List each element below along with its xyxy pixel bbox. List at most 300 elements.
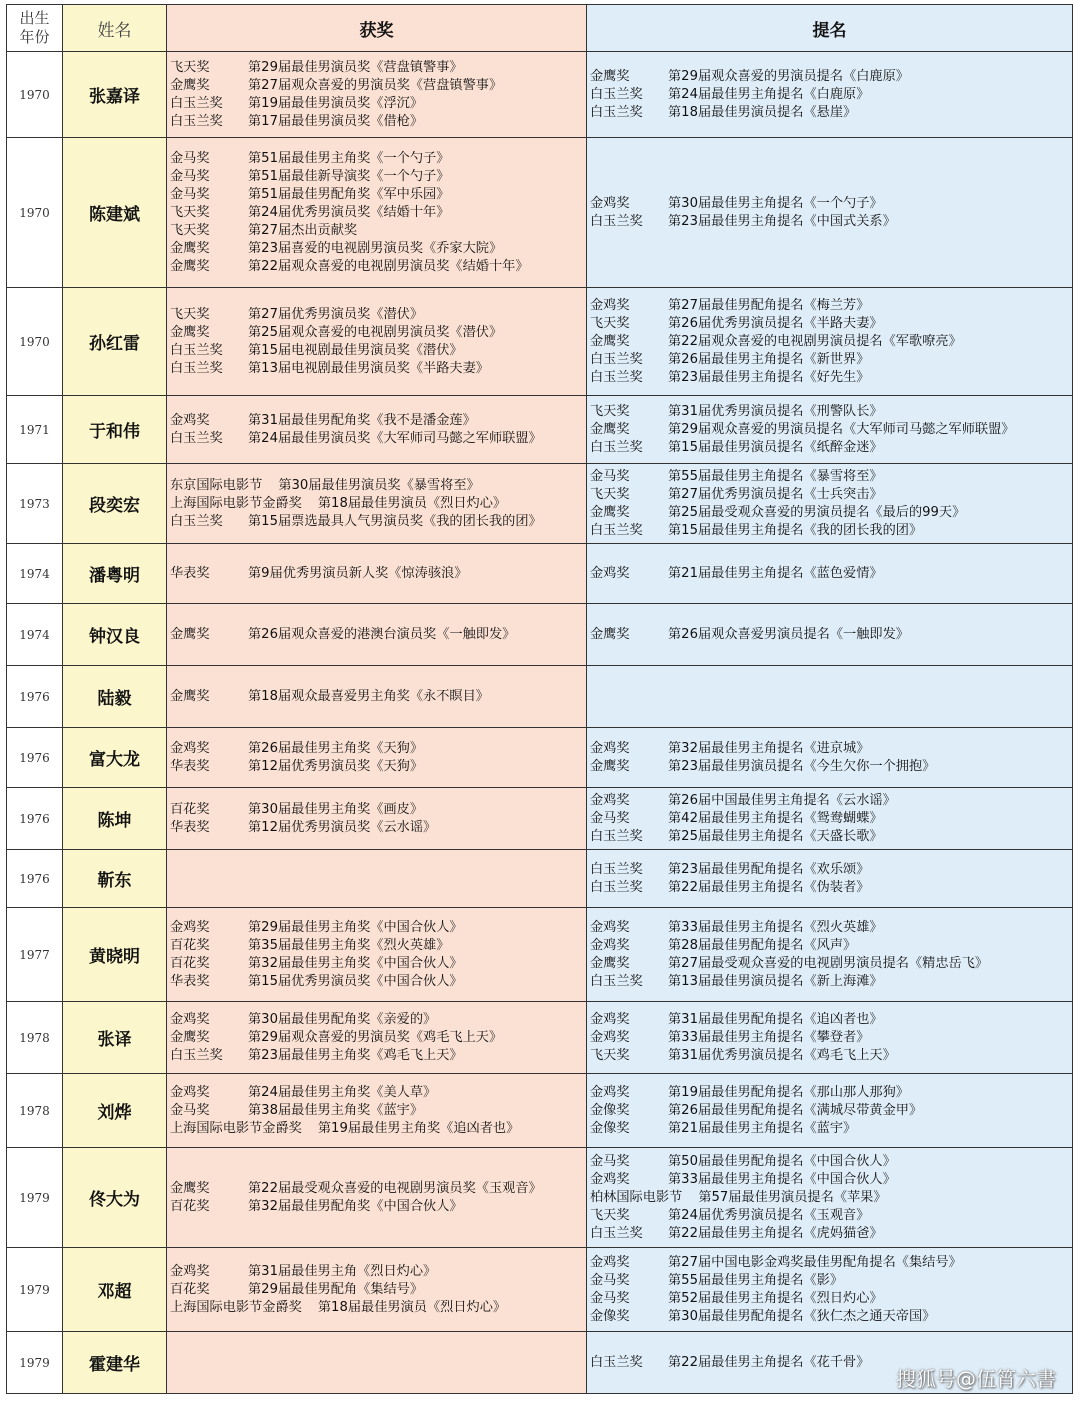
nomination-entry xyxy=(590,810,1069,828)
nomination-entry xyxy=(590,403,1069,421)
award-title: 第35届最佳男主角奖《烈火英雄》 xyxy=(248,937,450,953)
award-organization: 白玉兰奖 xyxy=(590,828,643,844)
award-organization: 白玉兰奖 xyxy=(170,360,223,376)
award-title: 第25届观众喜爱的电视剧男演员奖《潜伏》 xyxy=(248,324,503,340)
award-title: 第22届最受观众喜爱的电视剧男演员奖《玉观音》 xyxy=(248,1180,542,1196)
nomination-entry xyxy=(590,486,1069,504)
award-entry xyxy=(170,1263,583,1281)
award-organization: 金马奖 xyxy=(590,1153,630,1169)
table-row xyxy=(7,396,1073,464)
award-organization: 金马奖 xyxy=(170,1102,210,1118)
award-entry xyxy=(170,59,583,77)
nomination-entry xyxy=(590,1254,1069,1272)
nomination-entry xyxy=(590,792,1069,810)
nomination-entry xyxy=(590,565,1069,583)
nomination-entry xyxy=(590,522,1069,540)
award-organization: 百花奖 xyxy=(170,955,210,971)
award-title: 第55届最佳男主角提名《暴雪将至》 xyxy=(668,468,883,484)
award-entry xyxy=(170,495,583,513)
birth-year: 1974 xyxy=(7,544,63,604)
award-title: 第24届优秀男演员提名《玉观音》 xyxy=(668,1207,870,1223)
nomination-entry xyxy=(590,1207,1069,1225)
birth-year: 1976 xyxy=(7,666,63,728)
award-title: 第30届最佳男主角提名《一个勺子》 xyxy=(668,195,883,211)
award-title: 第27届中国电影金鸡奖最佳男配角提名《集结号》 xyxy=(668,1254,962,1270)
award-title: 第29届最佳男演员奖《营盘镇警事》 xyxy=(248,59,463,75)
award-entry xyxy=(170,1011,583,1029)
header-nominated: 提名 xyxy=(587,5,1073,52)
award-entry xyxy=(170,937,583,955)
nomination-entry xyxy=(590,626,1069,644)
award-title: 第23届最佳男主角奖《鸡毛飞上天》 xyxy=(248,1047,463,1063)
award-title: 第21届最佳男主角提名《蓝色爱情》 xyxy=(668,565,883,581)
won-cell xyxy=(167,288,587,396)
award-organization: 金鸡奖 xyxy=(590,792,630,808)
nomination-entry xyxy=(590,1153,1069,1171)
birth-year: 1978 xyxy=(7,1074,63,1148)
won-cell xyxy=(167,850,587,908)
header-row xyxy=(7,5,1073,52)
award-title: 第26届最佳男主角奖《天狗》 xyxy=(248,740,424,756)
table-row xyxy=(7,604,1073,666)
header-year xyxy=(7,5,63,52)
nomination-entry xyxy=(590,955,1069,973)
award-entry xyxy=(170,186,583,204)
award-organization: 金马奖 xyxy=(590,1290,630,1306)
nominated-cell xyxy=(587,1148,1073,1248)
award-title: 第52届最佳男主角提名《烈日灼心》 xyxy=(668,1290,883,1306)
actor-name: 邓超 xyxy=(63,1248,167,1332)
award-entry xyxy=(170,688,583,706)
award-title: 第26届最佳男主角提名《新世界》 xyxy=(668,351,870,367)
award-title: 第25届最佳男主角提名《天盛长歌》 xyxy=(668,828,883,844)
award-organization: 柏林国际电影节 xyxy=(590,1189,683,1205)
birth-year: 1976 xyxy=(7,850,63,908)
award-entry xyxy=(170,222,583,240)
award-organization: 金马奖 xyxy=(590,810,630,826)
actor-name: 靳东 xyxy=(63,850,167,908)
award-entry xyxy=(170,626,583,644)
award-entry xyxy=(170,919,583,937)
award-title: 第31届优秀男演员提名《鸡毛飞上天》 xyxy=(668,1047,896,1063)
nomination-entry xyxy=(590,879,1069,897)
award-title: 第51届最佳男配角奖《军中乐园》 xyxy=(248,186,450,202)
nomination-entry xyxy=(590,919,1069,937)
award-organization: 金鸡奖 xyxy=(170,919,210,935)
award-organization: 金鸡奖 xyxy=(590,919,630,935)
award-organization: 飞天奖 xyxy=(590,486,630,502)
award-entry xyxy=(170,324,583,342)
award-title: 第26届优秀男演员提名《半路夫妻》 xyxy=(668,315,883,331)
award-title: 第19届最佳男配角提名《那山那人那狗》 xyxy=(668,1084,909,1100)
award-title: 第27届优秀男演员奖《潜伏》 xyxy=(248,306,424,322)
nomination-entry xyxy=(590,1047,1069,1065)
award-entry xyxy=(170,1047,583,1065)
award-organization: 白玉兰奖 xyxy=(170,342,223,358)
award-organization: 白玉兰奖 xyxy=(590,104,643,120)
won-cell xyxy=(167,464,587,544)
award-organization: 白玉兰奖 xyxy=(590,439,643,455)
award-title: 第21届最佳男主角提名《蓝宇》 xyxy=(668,1120,857,1136)
award-title: 第27届观众喜爱的男演员奖《营盘镇警事》 xyxy=(248,77,503,93)
award-organization: 百花奖 xyxy=(170,937,210,953)
actor-name: 刘烨 xyxy=(63,1074,167,1148)
won-cell xyxy=(167,1332,587,1394)
award-entry xyxy=(170,412,583,430)
award-organization: 金鹰奖 xyxy=(590,68,630,84)
award-title: 第15届优秀男演员奖《中国合伙人》 xyxy=(248,973,463,989)
table-row xyxy=(7,788,1073,850)
award-title: 第22届观众喜爱的电视剧男演员奖《结婚十年》 xyxy=(248,258,529,274)
award-title: 第18届观众最喜爱男主角奖《永不瞑目》 xyxy=(248,688,489,704)
nominated-cell xyxy=(587,1074,1073,1148)
nomination-entry xyxy=(590,195,1069,213)
award-title: 第28届最佳男配角提名《风声》 xyxy=(668,937,857,953)
award-organization: 金鸡奖 xyxy=(170,1263,210,1279)
actor-name: 张嘉译 xyxy=(63,52,167,138)
header-name: 姓名 xyxy=(63,5,167,52)
award-title: 第32届最佳男配角奖《中国合伙人》 xyxy=(248,1198,463,1214)
award-organization: 金鹰奖 xyxy=(590,421,630,437)
nominated-cell xyxy=(587,604,1073,666)
award-organization: 上海国际电影节金爵奖 xyxy=(170,495,302,511)
award-organization: 飞天奖 xyxy=(590,315,630,331)
award-organization: 金马奖 xyxy=(170,168,210,184)
award-title: 第19届最佳男演员奖《浮沉》 xyxy=(248,95,424,111)
award-entry xyxy=(170,360,583,378)
award-title: 第42届最佳男主角提名《鸳鸯蝴蝶》 xyxy=(668,810,883,826)
nomination-entry xyxy=(590,333,1069,351)
nomination-entry xyxy=(590,973,1069,991)
award-entry xyxy=(170,758,583,776)
award-organization: 白玉兰奖 xyxy=(590,879,643,895)
nomination-entry xyxy=(590,439,1069,457)
award-organization: 飞天奖 xyxy=(590,403,630,419)
award-organization: 金鹰奖 xyxy=(170,1180,210,1196)
table-row xyxy=(7,288,1073,396)
award-organization: 金鹰奖 xyxy=(590,758,630,774)
award-title: 第24届最佳男主角提名《白鹿原》 xyxy=(668,86,870,102)
award-entry xyxy=(170,565,583,583)
birth-year: 1978 xyxy=(7,1002,63,1074)
won-cell xyxy=(167,604,587,666)
award-entry xyxy=(170,95,583,113)
table-row xyxy=(7,464,1073,544)
award-entry xyxy=(170,240,583,258)
award-organization: 白玉兰奖 xyxy=(590,351,643,367)
nomination-entry xyxy=(590,1308,1069,1326)
award-organization: 华表奖 xyxy=(170,819,210,835)
table-row xyxy=(7,666,1073,728)
award-title: 第29届观众喜爱的男演员奖《鸡毛飞上天》 xyxy=(248,1029,503,1045)
birth-year: 1971 xyxy=(7,396,63,464)
award-entry xyxy=(170,819,583,837)
award-entry xyxy=(170,1299,583,1317)
award-title: 第33届最佳男主角提名《中国合伙人》 xyxy=(668,1171,896,1187)
nominated-cell xyxy=(587,464,1073,544)
award-organization: 金鹰奖 xyxy=(590,626,630,642)
nomination-entry xyxy=(590,297,1069,315)
actor-name: 陆毅 xyxy=(63,666,167,728)
award-organization: 华表奖 xyxy=(170,973,210,989)
nomination-entry xyxy=(590,315,1069,333)
award-organization: 金鸡奖 xyxy=(590,1171,630,1187)
award-organization: 金鹰奖 xyxy=(170,240,210,256)
award-title: 第30届最佳男配角奖《亲爱的》 xyxy=(248,1011,437,1027)
nomination-entry xyxy=(590,104,1069,122)
award-organization: 金鹰奖 xyxy=(170,258,210,274)
award-title: 第18届最佳男演员提名《悬崖》 xyxy=(668,104,857,120)
award-organization: 华表奖 xyxy=(170,758,210,774)
won-cell xyxy=(167,1148,587,1248)
award-title: 第27届优秀男演员提名《士兵突击》 xyxy=(668,486,883,502)
won-cell xyxy=(167,1002,587,1074)
nomination-entry xyxy=(590,937,1069,955)
table-row xyxy=(7,1002,1073,1074)
award-organization: 金鸡奖 xyxy=(590,1029,630,1045)
award-organization: 白玉兰奖 xyxy=(170,1047,223,1063)
won-cell xyxy=(167,666,587,728)
table-row xyxy=(7,138,1073,288)
award-entry xyxy=(170,150,583,168)
nomination-entry xyxy=(590,1029,1069,1047)
award-title: 第9届优秀男演员新人奖《惊涛骇浪》 xyxy=(248,565,468,581)
award-title: 第18届最佳男演员《烈日灼心》 xyxy=(317,495,507,511)
award-organization: 金鸡奖 xyxy=(590,1011,630,1027)
award-entry xyxy=(170,1281,583,1299)
nomination-entry xyxy=(590,86,1069,104)
birth-year: 1979 xyxy=(7,1332,63,1394)
award-title: 第23届最佳男主角提名《中国式关系》 xyxy=(668,213,896,229)
award-title: 第26届观众喜爱男演员提名《一触即发》 xyxy=(668,626,909,642)
award-title: 第33届最佳男主角提名《烈火英雄》 xyxy=(668,919,883,935)
award-title: 第15届最佳男主角提名《我的团长我的团》 xyxy=(668,522,923,538)
award-organization: 金鹰奖 xyxy=(170,688,210,704)
header-won: 获奖 xyxy=(167,5,587,52)
award-organization: 金马奖 xyxy=(590,1272,630,1288)
award-entry xyxy=(170,77,583,95)
award-title: 第13届电视剧最佳男演员奖《半路夫妻》 xyxy=(248,360,489,376)
nomination-entry xyxy=(590,1084,1069,1102)
actor-name: 佟大为 xyxy=(63,1148,167,1248)
award-entry xyxy=(170,955,583,973)
nomination-entry xyxy=(590,213,1069,231)
award-organization: 金鹰奖 xyxy=(590,955,630,971)
award-organization: 金鸡奖 xyxy=(590,740,630,756)
award-entry xyxy=(170,204,583,222)
nominated-cell xyxy=(587,728,1073,788)
table-row xyxy=(7,52,1073,138)
nomination-entry xyxy=(590,1120,1069,1138)
award-title: 第22届观众喜爱的电视剧男演员提名《军歌嘹亮》 xyxy=(668,333,962,349)
award-organization: 金马奖 xyxy=(170,150,210,166)
nomination-entry xyxy=(590,758,1069,776)
award-organization: 飞天奖 xyxy=(590,1047,630,1063)
award-organization: 白玉兰奖 xyxy=(590,369,643,385)
award-entry xyxy=(170,1120,583,1138)
award-entry xyxy=(170,477,583,495)
award-title: 第22届最佳男主角提名《伪装者》 xyxy=(668,879,870,895)
won-cell xyxy=(167,908,587,1002)
award-title: 第57届最佳男演员提名《苹果》 xyxy=(698,1189,887,1205)
nominated-cell xyxy=(587,788,1073,850)
birth-year: 1970 xyxy=(7,52,63,138)
won-cell xyxy=(167,728,587,788)
award-organization: 金像奖 xyxy=(590,1120,630,1136)
won-cell xyxy=(167,52,587,138)
award-title: 第27届最佳男配角提名《梅兰芳》 xyxy=(668,297,870,313)
award-title: 第32届最佳男主角奖《中国合伙人》 xyxy=(248,955,463,971)
award-organization: 上海国际电影节金爵奖 xyxy=(170,1299,302,1315)
award-organization: 金鸡奖 xyxy=(170,740,210,756)
nominated-cell xyxy=(587,544,1073,604)
award-organization: 金鸡奖 xyxy=(590,937,630,953)
award-organization: 金鹰奖 xyxy=(170,77,210,93)
award-organization: 白玉兰奖 xyxy=(590,86,643,102)
header-year-line: 出生 xyxy=(19,9,50,27)
award-organization: 飞天奖 xyxy=(170,59,210,75)
award-title: 第29届观众喜爱的男演员提名《白鹿原》 xyxy=(668,68,909,84)
award-organization: 白玉兰奖 xyxy=(170,513,223,529)
won-cell xyxy=(167,544,587,604)
nomination-entry xyxy=(590,1189,1069,1207)
won-cell xyxy=(167,1248,587,1332)
award-title: 第12届优秀男演员奖《云水谣》 xyxy=(248,819,437,835)
award-title: 第33届最佳男主角提名《攀登者》 xyxy=(668,1029,870,1045)
nominated-cell xyxy=(587,288,1073,396)
nomination-entry xyxy=(590,828,1069,846)
award-title: 第38届最佳男主角奖《蓝宇》 xyxy=(248,1102,424,1118)
table-row xyxy=(7,908,1073,1002)
table-row xyxy=(7,728,1073,788)
award-organization: 飞天奖 xyxy=(170,306,210,322)
award-organization: 金马奖 xyxy=(170,186,210,202)
award-title: 第51届最佳新导演奖《一个勺子》 xyxy=(248,168,450,184)
award-organization: 金鸡奖 xyxy=(170,412,210,428)
nominated-cell xyxy=(587,52,1073,138)
award-title: 第15届电视剧最佳男演员奖《潜伏》 xyxy=(248,342,463,358)
award-organization: 上海国际电影节金爵奖 xyxy=(170,1120,302,1136)
award-title: 第12届优秀男演员奖《天狗》 xyxy=(248,758,424,774)
award-title: 第30届最佳男主角奖《画皮》 xyxy=(248,801,424,817)
table-row xyxy=(7,544,1073,604)
actor-name: 霍建华 xyxy=(63,1332,167,1394)
award-organization: 金鹰奖 xyxy=(170,1029,210,1045)
award-entry xyxy=(170,1180,583,1198)
award-title: 第26届最佳男配角提名《满城尽带黄金甲》 xyxy=(668,1102,923,1118)
award-entry xyxy=(170,113,583,131)
award-entry xyxy=(170,1029,583,1047)
birth-year: 1974 xyxy=(7,604,63,666)
award-organization: 白玉兰奖 xyxy=(170,95,223,111)
won-cell xyxy=(167,1074,587,1148)
award-title: 第23届最佳男演员提名《今生欠你一个拥抱》 xyxy=(668,758,936,774)
birth-year: 1976 xyxy=(7,728,63,788)
award-entry xyxy=(170,1198,583,1216)
award-title: 第31届最佳男配角奖《我不是潘金莲》 xyxy=(248,412,476,428)
award-organization: 飞天奖 xyxy=(170,204,210,220)
award-title: 第25届最受观众喜爱的男演员提名《最后的99天》 xyxy=(668,504,966,520)
won-cell xyxy=(167,138,587,288)
birth-year: 1977 xyxy=(7,908,63,1002)
birth-year: 1976 xyxy=(7,788,63,850)
award-organization: 金鸡奖 xyxy=(590,1084,630,1100)
award-organization: 金鹰奖 xyxy=(170,324,210,340)
award-title: 第17届最佳男演员奖《借枪》 xyxy=(248,113,424,129)
nomination-entry xyxy=(590,1171,1069,1189)
award-entry xyxy=(170,1084,583,1102)
award-organization: 白玉兰奖 xyxy=(590,522,643,538)
nominated-cell xyxy=(587,1248,1073,1332)
award-title: 第26届观众喜爱的港澳台演员奖《一触即发》 xyxy=(248,626,516,642)
award-organization: 白玉兰奖 xyxy=(590,861,643,877)
award-organization: 白玉兰奖 xyxy=(170,113,223,129)
actor-name: 陈坤 xyxy=(63,788,167,850)
birth-year: 1970 xyxy=(7,138,63,288)
actor-name: 孙红雷 xyxy=(63,288,167,396)
nomination-entry xyxy=(590,421,1069,439)
award-entry xyxy=(170,342,583,360)
award-title: 第26届中国最佳男主角提名《云水谣》 xyxy=(668,792,896,808)
nomination-entry xyxy=(590,369,1069,387)
award-entry xyxy=(170,1102,583,1120)
award-title: 第29届最佳男配角《集结号》 xyxy=(248,1281,424,1297)
award-organization: 白玉兰奖 xyxy=(590,213,643,229)
award-organization: 白玉兰奖 xyxy=(170,430,223,446)
award-organization: 金鹰奖 xyxy=(590,504,630,520)
award-organization: 金鸡奖 xyxy=(590,195,630,211)
nomination-entry xyxy=(590,740,1069,758)
nomination-entry xyxy=(590,1272,1069,1290)
award-title: 第13届最佳男演员提名《新上海滩》 xyxy=(668,973,883,989)
nomination-entry xyxy=(590,1102,1069,1120)
award-title: 第23届最佳男配角提名《欢乐颂》 xyxy=(668,861,870,877)
award-title: 第31届最佳男主角《烈日灼心》 xyxy=(248,1263,437,1279)
award-title: 第29届观众喜爱的男演员提名《大军师司马懿之军师联盟》 xyxy=(668,421,1015,437)
nomination-entry xyxy=(590,1290,1069,1308)
award-organization: 金鸡奖 xyxy=(590,297,630,313)
table-row xyxy=(7,1248,1073,1332)
birth-year: 1979 xyxy=(7,1248,63,1332)
birth-year: 1970 xyxy=(7,288,63,396)
header-year-line: 年份 xyxy=(19,28,50,46)
actor-name: 潘粤明 xyxy=(63,544,167,604)
nomination-entry xyxy=(590,68,1069,86)
nominated-cell xyxy=(587,908,1073,1002)
award-organization: 金鸡奖 xyxy=(170,1011,210,1027)
awards-table xyxy=(6,4,1073,1394)
award-organization: 百花奖 xyxy=(170,801,210,817)
award-organization: 白玉兰奖 xyxy=(590,1225,643,1241)
award-organization: 金鸡奖 xyxy=(170,1084,210,1100)
award-organization: 金马奖 xyxy=(590,468,630,484)
award-entry xyxy=(170,513,583,531)
nomination-entry xyxy=(590,1225,1069,1243)
award-title: 第15届票选最具人气男演员奖《我的团长我的团》 xyxy=(248,513,542,529)
nomination-entry xyxy=(590,504,1069,522)
award-title: 第51届最佳男主角奖《一个勺子》 xyxy=(248,150,450,166)
award-organization: 百花奖 xyxy=(170,1198,210,1214)
table-row xyxy=(7,850,1073,908)
award-organization: 金鸡奖 xyxy=(590,1254,630,1270)
award-title: 第22届最佳男主角提名《虎妈猫爸》 xyxy=(668,1225,883,1241)
award-title: 第30届最佳男配角提名《狄仁杰之通天帝国》 xyxy=(668,1308,936,1324)
award-organization: 飞天奖 xyxy=(170,222,210,238)
award-entry xyxy=(170,801,583,819)
nomination-entry xyxy=(590,468,1069,486)
award-title: 第27届最受观众喜爱的电视剧男演员提名《精忠岳飞》 xyxy=(668,955,989,971)
table-row xyxy=(7,1148,1073,1248)
